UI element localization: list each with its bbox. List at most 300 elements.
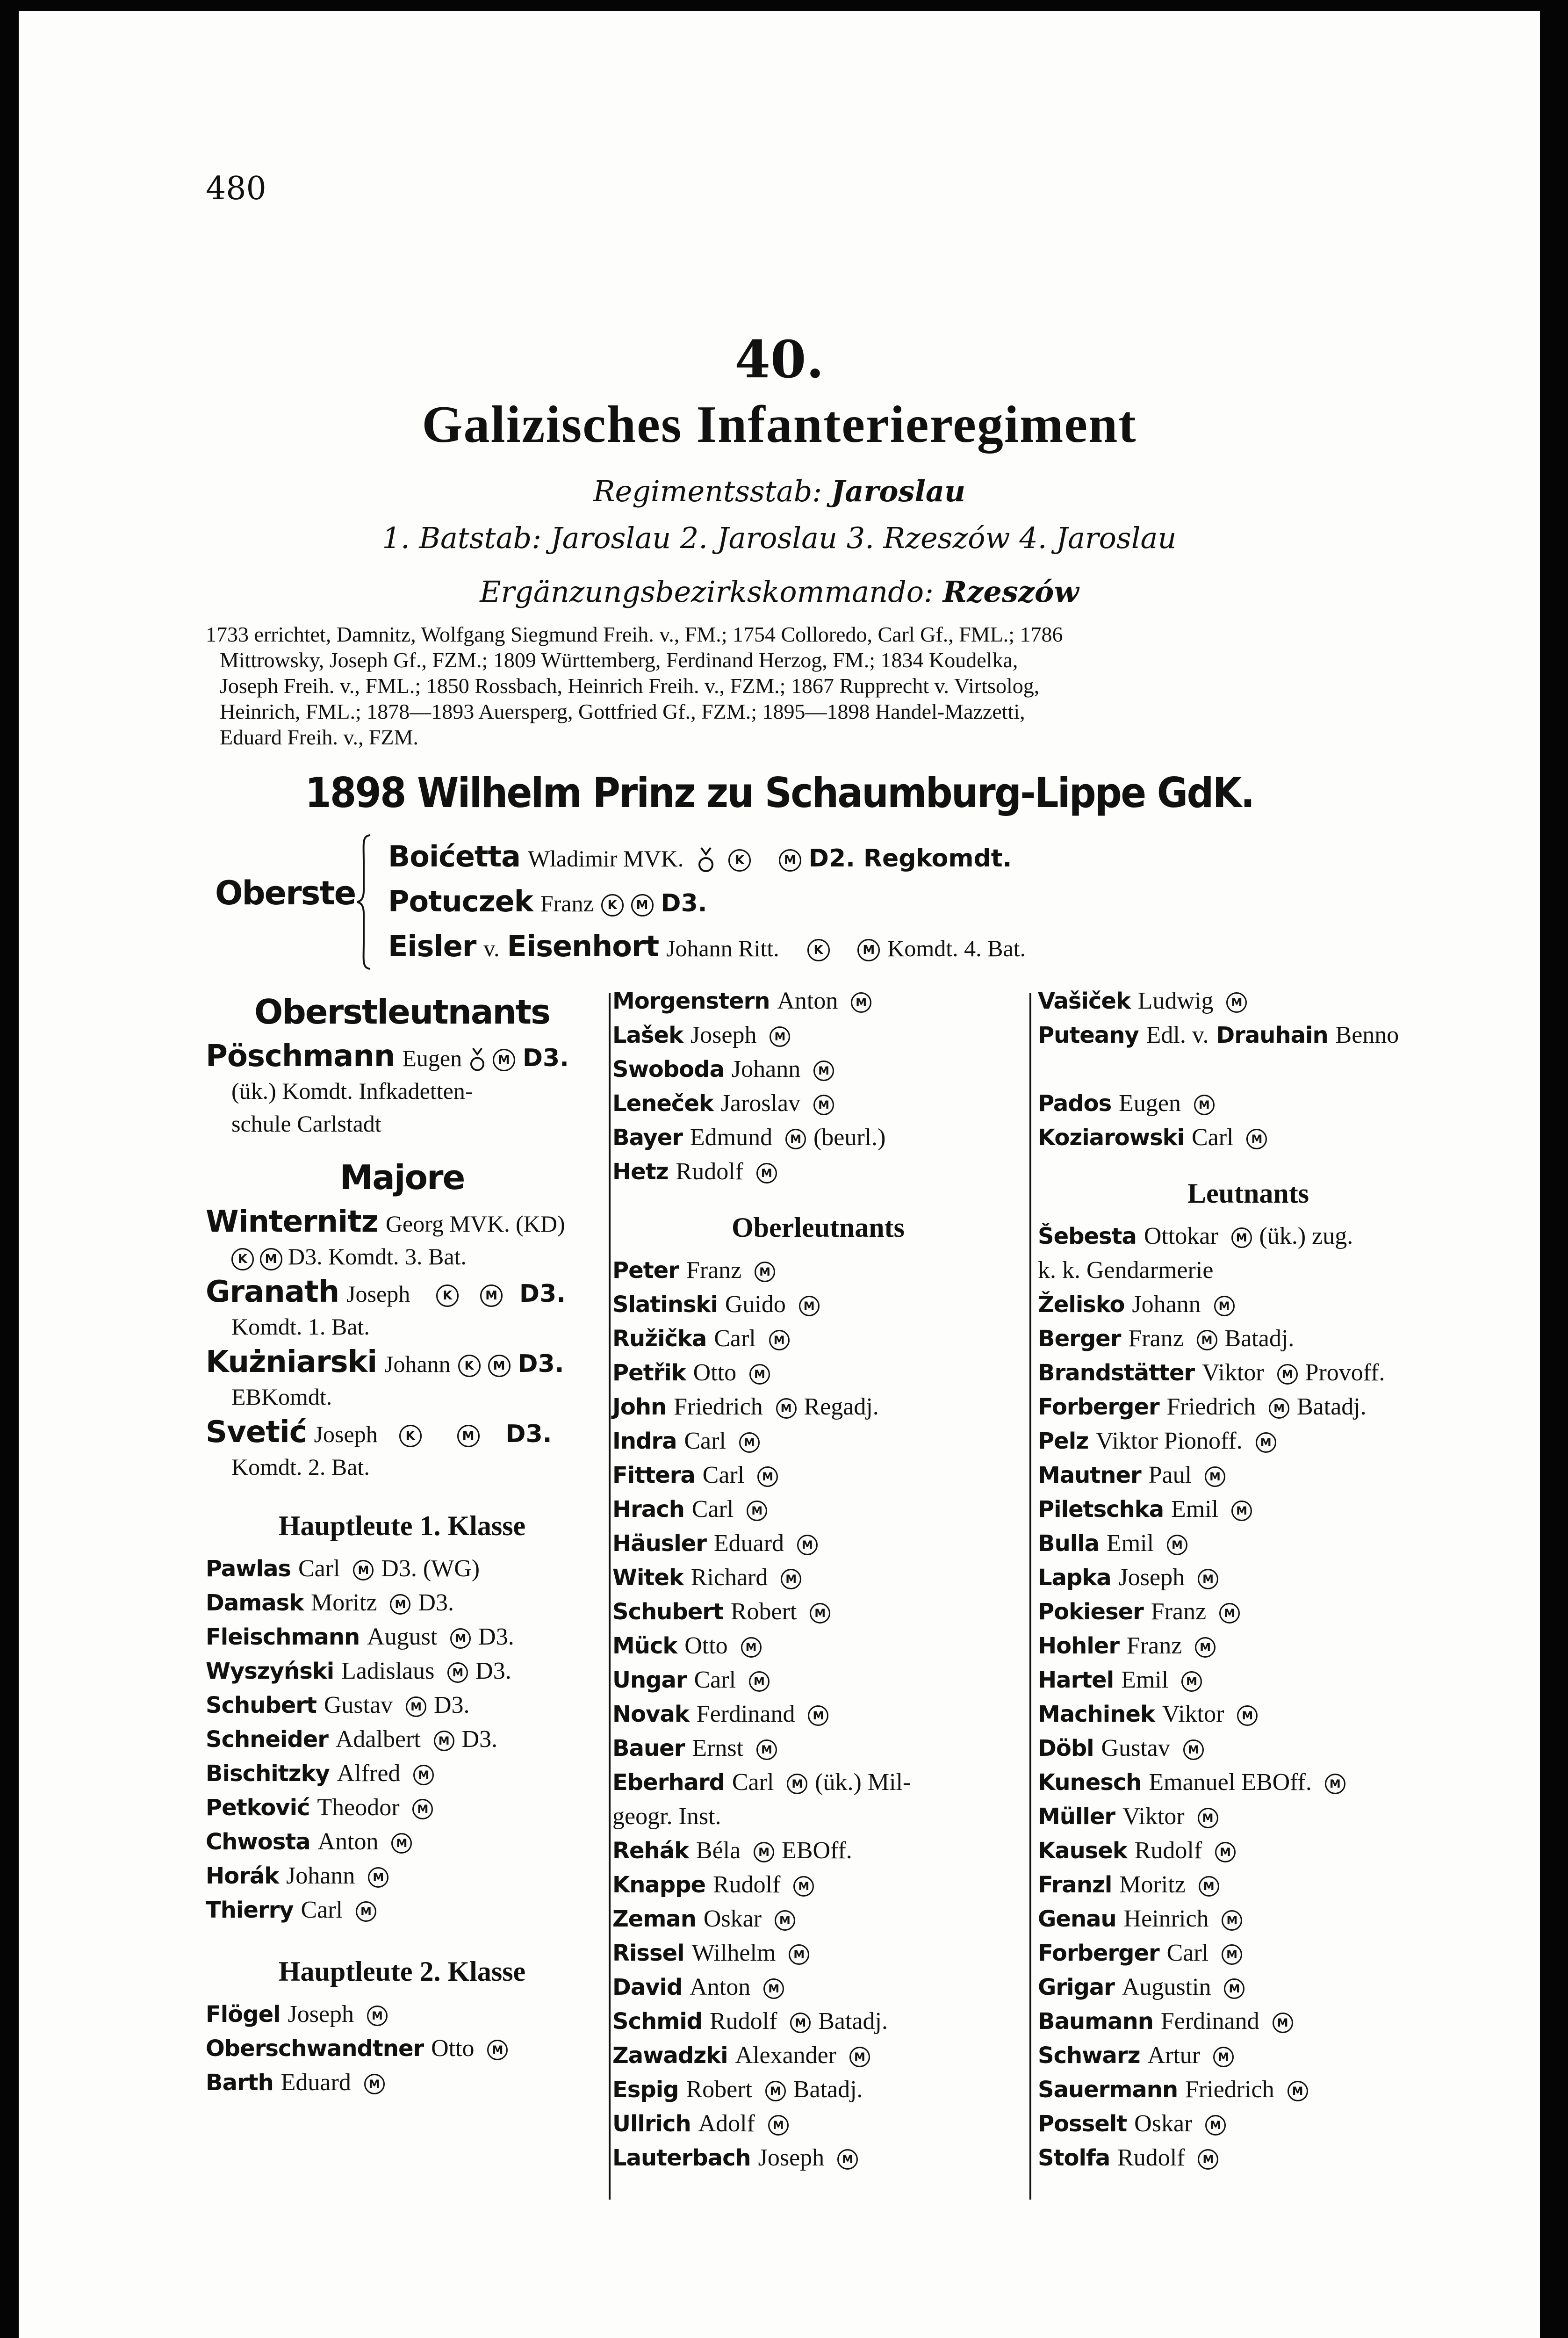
- m-decoration-icon: M: [1215, 1842, 1236, 1862]
- officer-surname: Morgenstern: [612, 988, 770, 1014]
- officer-surname: Kausek: [1038, 1838, 1127, 1864]
- m-decoration-icon: M: [364, 2074, 385, 2094]
- officer-entry: [1038, 1052, 1459, 1086]
- officer-entry: [1038, 1526, 1459, 1560]
- officer-firstname: Ottokar: [1144, 1223, 1218, 1249]
- officer-note: Provoff.: [1305, 1359, 1385, 1386]
- officer-entry: [612, 984, 1024, 1018]
- officer-firstname: Viktor Pionoff.: [1096, 1428, 1243, 1454]
- officer-firstname: Emil: [1106, 1530, 1154, 1557]
- officer-firstname: Rudolf: [1117, 2144, 1185, 2171]
- officer-surname: David: [612, 1974, 683, 2000]
- officer-note: D3.: [519, 1280, 566, 1308]
- officer-firstname: Ferdinand: [696, 1701, 795, 1727]
- officer-entry: [1038, 1219, 1459, 1253]
- officer-surname: Wyszyński: [206, 1658, 334, 1684]
- officer-firstname: Joseph: [758, 2144, 825, 2171]
- officer-firstname: Eduard: [713, 1530, 784, 1557]
- m-decoration-icon: M: [793, 1876, 814, 1897]
- officer-surname: Pados: [1038, 1090, 1112, 1117]
- officer-surname: Schwarz: [1038, 2042, 1140, 2069]
- officer-firstname: Rudolf: [676, 1158, 743, 1185]
- heading-oberstleutnants: Oberstleutnants: [254, 992, 550, 1032]
- m-decoration-icon: M: [790, 2013, 811, 2033]
- brace-icon: [355, 834, 374, 970]
- officer-surname: John: [612, 1394, 667, 1420]
- officer-note: D3. (WG): [381, 1555, 480, 1582]
- m-decoration-icon: M: [487, 2040, 508, 2060]
- officer-prefix: v.: [483, 935, 500, 961]
- officer-note: (ük.) Mil-: [815, 1769, 911, 1796]
- batstab-line: 1. Batstab: Jaroslau 2. Jaroslau 3. Rzeszów 4. Jaroslau: [382, 521, 1177, 555]
- officer-surname: Stolfa: [1038, 2145, 1110, 2171]
- m-decoration-icon: M: [1183, 1739, 1204, 1760]
- m-decoration-icon: M: [781, 1569, 801, 1589]
- officer-surname: Leneček: [612, 1090, 713, 1117]
- officer-surname: Hartel: [1038, 1667, 1114, 1693]
- officer-surname-2: Drauhain: [1216, 1022, 1328, 1048]
- m-decoration-icon: M: [367, 2006, 388, 2026]
- officer-firstname: Franz: [1128, 1325, 1184, 1352]
- officer-firstname: Adalbert: [335, 1726, 421, 1753]
- officer-entry: [1038, 1321, 1459, 1356]
- officer-surname: Bischitzky: [206, 1761, 330, 1787]
- m-decoration-icon: M: [1181, 1671, 1202, 1692]
- officer-note-line: Komdt. 1. Bat.: [231, 1313, 370, 1340]
- officer-surname: Franzl: [1038, 1872, 1112, 1898]
- officer-firstname: Moritz: [311, 1589, 377, 1616]
- officer-entry: [1038, 1560, 1459, 1595]
- officer-firstname: Alfred: [337, 1760, 401, 1787]
- officer-note: D3.: [433, 1692, 470, 1718]
- officer-surname: Eisler: [388, 929, 476, 963]
- officer-firstname: Eduard: [281, 2069, 351, 2096]
- officer-surname: Fleischmann: [206, 1624, 360, 1650]
- officer-entry: [1038, 1970, 1459, 2004]
- m-decoration-icon: M: [769, 1330, 790, 1350]
- officer-entry: [206, 1346, 598, 1413]
- officer-entry: [612, 1526, 1024, 1560]
- m-decoration-icon: M: [749, 1364, 770, 1385]
- officer-firstname: k. k. Gendarmerie: [1038, 1257, 1214, 1284]
- officer-firstname: Viktor: [1122, 1803, 1185, 1830]
- officer-firstname: Oskar: [1134, 2110, 1193, 2137]
- officer-surname: Pokieser: [1038, 1599, 1144, 1625]
- officer-entry: [612, 1052, 1024, 1086]
- officer-note: Komdt. 4. Bat.: [887, 935, 1026, 961]
- officer-entry: [206, 1654, 598, 1688]
- officer-firstname: Jaroslav: [720, 1090, 801, 1117]
- regiment-name: Galizisches Infanterieregiment: [422, 396, 1137, 454]
- officer-firstname: Anton: [317, 1828, 379, 1855]
- m-decoration-icon: M: [434, 1731, 454, 1751]
- officer-entry: [612, 1970, 1024, 2004]
- officer-entry: [1038, 1629, 1459, 1663]
- officer-entry: [1038, 1018, 1459, 1052]
- officer-firstname: Joseph: [346, 1281, 410, 1307]
- leutnants-list: [1038, 1219, 1459, 2175]
- officer-surname: Bulla: [1038, 1530, 1100, 1557]
- m-decoration-icon: M: [808, 1705, 828, 1726]
- officer-surname: Kużniarski: [206, 1345, 377, 1379]
- officer-firstname: Carl: [298, 1555, 340, 1582]
- k-decoration-icon: K: [399, 1425, 422, 1447]
- officer-entry: [1038, 1731, 1459, 1765]
- regiment-inhaber: 1898 Wilhelm Prinz zu Schaumburg-Lippe GdK.: [305, 769, 1254, 817]
- officer-surname: Oberschwandtner: [206, 2035, 424, 2062]
- officer-note-line: (ük.) Komdt. Infkadetten-: [231, 1078, 473, 1104]
- officer-entry: [1038, 1253, 1459, 1287]
- officer-firstname: Carl: [301, 1897, 343, 1923]
- officer-entry: [206, 1859, 598, 1893]
- m-decoration-icon: M: [260, 1248, 282, 1270]
- officer-entry: [1038, 2072, 1459, 2107]
- m-decoration-icon: M: [837, 2149, 858, 2170]
- column-left: [206, 984, 598, 2100]
- m-decoration-icon: M: [631, 894, 654, 916]
- officer-entry: [612, 1120, 1024, 1155]
- officer-surname: Hetz: [612, 1159, 669, 1185]
- officer-surname: Petřik: [612, 1360, 686, 1386]
- officer-surname: Ullrich: [612, 2111, 691, 2137]
- officer-entry: [612, 1155, 1024, 1189]
- officer-entry: [1038, 1287, 1459, 1321]
- officer-firstname: Joseph: [690, 1022, 757, 1048]
- officer-entry: [1038, 1492, 1459, 1526]
- oberst-entry: [388, 924, 1026, 969]
- officer-surname: Hohler: [1038, 1633, 1119, 1659]
- m-decoration-icon: M: [457, 1425, 480, 1447]
- officer-surname: Damask: [206, 1590, 304, 1616]
- oberleutnants-continued-list: [1038, 984, 1459, 1155]
- m-decoration-icon: M: [755, 1262, 775, 1282]
- officer-entry: [612, 2107, 1024, 2141]
- m-decoration-icon: M: [413, 1765, 434, 1785]
- officer-entry: [612, 1492, 1024, 1526]
- officer-note-line: EBKomdt.: [231, 1384, 332, 1410]
- m-decoration-icon: M: [450, 1628, 471, 1649]
- officer-firstname: Emil: [1121, 1667, 1169, 1693]
- m-decoration-icon: M: [406, 1696, 426, 1717]
- officer-firstname: Artur: [1147, 2042, 1201, 2069]
- m-decoration-icon: M: [756, 1739, 777, 1760]
- officer-firstname: Moritz: [1119, 1871, 1186, 1898]
- officer-surname: Piletschka: [1038, 1496, 1164, 1523]
- officer-firstname: Joseph: [1118, 1564, 1185, 1591]
- officer-entry: [206, 2031, 598, 2065]
- officer-firstname: Robert: [730, 1598, 797, 1625]
- officer-surname: Thierry: [206, 1897, 294, 1923]
- officer-note: (beurl.): [813, 1124, 886, 1151]
- officer-firstname: Richard: [690, 1564, 768, 1591]
- officer-entry: [206, 2065, 598, 2100]
- officer-entry: [206, 1620, 598, 1654]
- m-decoration-icon: M: [787, 1774, 807, 1794]
- officer-firstname: Otto: [684, 1632, 728, 1659]
- officer-surname: Pawlas: [206, 1556, 291, 1582]
- officer-surname: Häusler: [612, 1530, 706, 1557]
- history-line: Eduard Freih. v., FZM.: [220, 725, 419, 749]
- officer-firstname: Oskar: [703, 1905, 762, 1932]
- m-decoration-icon: M: [353, 1560, 374, 1580]
- officer-entry: [612, 1560, 1024, 1595]
- officer-entry: [1038, 1390, 1459, 1424]
- m-decoration-icon: M: [447, 1662, 468, 1683]
- officer-entry: [612, 2004, 1024, 2038]
- officer-note: Batadj.: [793, 2076, 863, 2103]
- officer-entry: [1038, 1799, 1459, 1833]
- column-divider: [609, 993, 611, 2200]
- officer-firstname: Friedrich: [674, 1393, 763, 1420]
- officer-surname: Pöschmann: [206, 1039, 395, 1074]
- officer-firstname: Carl: [702, 1462, 745, 1488]
- officer-note-line: Komdt. 2. Bat.: [231, 1454, 370, 1480]
- k-decoration-icon: K: [231, 1248, 254, 1270]
- officer-entry: [612, 1902, 1024, 1936]
- m-decoration-icon: M: [810, 1603, 830, 1624]
- officer-surname: Mautner: [1038, 1462, 1141, 1488]
- officer-firstname: Franz: [540, 890, 594, 916]
- m-decoration-icon: M: [1199, 1876, 1219, 1897]
- officer-surname: Machinek: [1038, 1701, 1155, 1727]
- officer-firstname: Carl: [694, 1667, 736, 1693]
- column-middle: [612, 984, 1024, 2175]
- officer-firstname: Franz: [686, 1257, 742, 1284]
- m-decoration-icon: M: [763, 1978, 784, 1999]
- m-decoration-icon: M: [1222, 1910, 1242, 1931]
- officer-entry: [612, 2141, 1024, 2175]
- officer-entry: [206, 1276, 598, 1343]
- regiment-number: 40.: [734, 329, 824, 390]
- officer-note: D3.: [475, 1658, 511, 1684]
- officer-firstname: Anton: [690, 1974, 751, 2000]
- m-decoration-icon: M: [765, 2081, 786, 2101]
- officer-firstname: Heinrich: [1123, 1905, 1209, 1932]
- m-decoration-icon: M: [776, 1398, 797, 1419]
- officer-firstname: Rudolf: [709, 2008, 777, 2035]
- m-decoration-icon: M: [857, 939, 880, 961]
- medal-icon: [469, 1045, 485, 1072]
- m-decoration-icon: M: [1213, 2047, 1234, 2067]
- officer-surname: Brandstätter: [1038, 1360, 1195, 1386]
- officer-note: Batadj.: [1224, 1325, 1295, 1352]
- officer-surname: Bayer: [612, 1125, 683, 1151]
- m-decoration-icon: M: [412, 1799, 433, 1819]
- officer-firstname: Edl. v.: [1146, 1022, 1209, 1048]
- oberste-list: [388, 834, 1026, 969]
- hauptleute-1-list: [206, 1551, 598, 1927]
- stab-place: Jaroslau: [831, 474, 966, 508]
- officer-surname: Bauer: [612, 1735, 685, 1761]
- officer-firstname: Gustav: [1101, 1735, 1170, 1761]
- m-decoration-icon: M: [1224, 1978, 1244, 1999]
- officer-entry: [612, 2072, 1024, 2107]
- history-line: Joseph Freih. v., FML.; 1850 Rossbach, Heinrich Freih. v., FZM.; 1867 Rupprecht v. Virtsolog,: [220, 674, 1040, 698]
- officer-surname: Petković: [206, 1795, 310, 1821]
- hauptleute-2-list: [206, 1997, 598, 2100]
- m-decoration-icon: M: [799, 1296, 820, 1316]
- m-decoration-icon: M: [1198, 1808, 1218, 1828]
- officer-entry: [612, 1765, 1024, 1799]
- officer-entry: [612, 1833, 1024, 1868]
- officer-entry: [612, 1868, 1024, 1902]
- officer-surname: Winternitz: [206, 1205, 378, 1239]
- officer-surname-2: Eisenhort: [507, 929, 659, 963]
- m-decoration-icon: M: [813, 1095, 834, 1115]
- stab-label: Regimentsstab:: [593, 474, 822, 508]
- officer-surname: Barth: [206, 2070, 273, 2096]
- officer-entry: [612, 1390, 1024, 1424]
- m-decoration-icon: M: [741, 1637, 762, 1658]
- ergaenzung-line: [19, 575, 1540, 609]
- officer-entry: [1038, 2038, 1459, 2072]
- officer-entry: [612, 1458, 1024, 1492]
- officer-entry: [1038, 1765, 1459, 1799]
- officer-surname: Forberger: [1038, 1394, 1159, 1420]
- officer-firstname: Franz: [1126, 1632, 1182, 1659]
- officer-note: Batadj.: [818, 2008, 888, 2035]
- m-decoration-icon: M: [1256, 1432, 1276, 1453]
- m-decoration-icon: M: [1287, 2081, 1308, 2101]
- officer-note: D2. Regkomdt.: [808, 844, 1012, 873]
- k-decoration-icon: K: [601, 894, 624, 916]
- officer-note: Batadj.: [1297, 1393, 1367, 1420]
- officer-firstname: Carl: [1191, 1124, 1234, 1151]
- history-line: Mittrowsky, Joseph Gf., FZM.; 1809 Württemberg, Ferdinand Herzog, FM.; 1834 Koudelka,: [220, 648, 1018, 672]
- officer-surname: Puteany: [1038, 1022, 1139, 1048]
- officer-surname: Peter: [612, 1257, 679, 1284]
- m-decoration-icon: M: [747, 1501, 767, 1521]
- m-decoration-icon: M: [1222, 1944, 1242, 1965]
- officer-firstname: Johann: [286, 1862, 355, 1889]
- officer-surname: Berger: [1038, 1326, 1121, 1352]
- oberleutnants-list: [612, 1253, 1024, 2175]
- officer-entry: [206, 1722, 598, 1756]
- officer-entry: [612, 1731, 1024, 1765]
- m-decoration-icon: M: [789, 1944, 809, 1965]
- m-decoration-icon: M: [813, 1061, 834, 1081]
- officer-surname: Espig: [612, 2077, 679, 2103]
- officer-surname: Mück: [612, 1633, 677, 1659]
- officer-entry: [612, 2038, 1024, 2072]
- regimentsstab-line: [19, 474, 1540, 508]
- officer-entry: [612, 1595, 1024, 1629]
- m-decoration-icon: M: [1277, 1364, 1298, 1385]
- officer-entry: [206, 1790, 598, 1825]
- m-decoration-icon: M: [356, 1901, 376, 1922]
- officer-firstname: Georg MVK. (KD): [385, 1211, 565, 1237]
- column-divider: [1029, 993, 1031, 2200]
- officer-surname: Lapka: [1038, 1565, 1111, 1591]
- m-decoration-icon: M: [480, 1284, 503, 1307]
- m-decoration-icon: M: [797, 1535, 818, 1555]
- history-line: Heinrich, FML.; 1878—1893 Auersperg, Gottfried Gf., FZM.; 1895—1898 Handel-Mazzetti,: [220, 700, 1025, 723]
- officer-entry: [1038, 2004, 1459, 2038]
- m-decoration-icon: M: [1231, 1501, 1252, 1521]
- k-decoration-icon: K: [728, 849, 751, 872]
- m-decoration-icon: M: [1273, 2013, 1293, 2033]
- officer-surname: Svetić: [206, 1415, 307, 1450]
- history-line: 1733 errichtet, Damnitz, Wolfgang Siegmund Freih. v., FM.; 1754 Colloredo, Carl Gf., FML.; 1786: [206, 622, 1063, 646]
- officer-surname: Ružička: [612, 1326, 707, 1352]
- m-decoration-icon: M: [785, 1129, 806, 1149]
- officer-firstname: August: [367, 1624, 438, 1650]
- officer-entry: [1038, 1697, 1459, 1731]
- officer-firstname: Ludwig: [1137, 988, 1214, 1014]
- officer-entry: [1038, 984, 1459, 1018]
- regiment-history: [206, 621, 1393, 750]
- officer-firstname: Ferdinand: [1160, 2008, 1259, 2035]
- oberst-entry: [388, 834, 1026, 879]
- officer-firstname: Eugen: [1119, 1090, 1181, 1117]
- officer-surname: Želisko: [1038, 1292, 1125, 1318]
- officer-firstname: Johann: [1132, 1291, 1201, 1318]
- heading-hauptleute-2: Hauptleute 2. Klasse: [278, 1956, 526, 1987]
- officer-note: D3.: [418, 1589, 454, 1616]
- m-decoration-icon: M: [390, 1594, 410, 1615]
- m-decoration-icon: M: [1246, 1129, 1267, 1149]
- officer-entry: [612, 1321, 1024, 1356]
- officer-firstname: Carl: [684, 1428, 726, 1454]
- officer-surname: Schneider: [206, 1726, 328, 1753]
- officer-entry: [1038, 1458, 1459, 1492]
- officer-entry: [1038, 1120, 1459, 1155]
- officer-entry: [612, 1629, 1024, 1663]
- officer-firstname: Alexander: [735, 2042, 837, 2069]
- officer-surname: Schmid: [612, 2008, 703, 2035]
- officer-entry: [1038, 1595, 1459, 1629]
- officer-firstname: Béla: [696, 1837, 741, 1864]
- m-decoration-icon: M: [1231, 1227, 1252, 1248]
- officer-surname: Flögel: [206, 2001, 281, 2028]
- page-number: 480: [206, 170, 266, 207]
- officer-surname: Witek: [612, 1565, 683, 1591]
- officer-surname: Eberhard: [612, 1769, 725, 1796]
- officer-entry: [1038, 2107, 1459, 2141]
- k-decoration-icon: K: [807, 939, 830, 961]
- officer-entry: [612, 1253, 1024, 1287]
- officer-firstname: Guido: [725, 1291, 786, 1318]
- officer-firstname: Gustav: [324, 1692, 393, 1718]
- officer-surname: Chwosta: [206, 1829, 310, 1855]
- m-decoration-icon: M: [1198, 2149, 1218, 2170]
- officer-surname: Forberger: [1038, 1940, 1159, 1966]
- officer-firstname: Carl: [714, 1325, 756, 1352]
- m-decoration-icon: M: [779, 849, 801, 872]
- officer-surname: Vašiček: [1038, 988, 1130, 1014]
- officer-entry: [1038, 1424, 1459, 1458]
- m-decoration-icon: M: [757, 1466, 778, 1487]
- officer-surname: Müller: [1038, 1804, 1115, 1830]
- officer-entry: [1038, 2141, 1459, 2175]
- k-decoration-icon: K: [458, 1355, 481, 1377]
- officer-surname: Novak: [612, 1701, 689, 1727]
- heading-oberleutnants: Oberleutnants: [731, 1212, 905, 1243]
- officer-firstname: Adolf: [698, 2110, 755, 2137]
- m-decoration-icon: M: [391, 1833, 412, 1854]
- oberst-entry: [388, 879, 1026, 924]
- officer-entry: [612, 1697, 1024, 1731]
- officer-firstname: Otto: [431, 2035, 475, 2062]
- officer-firstname: Joseph: [288, 2001, 354, 2028]
- officer-firstname: Viktor: [1162, 1701, 1224, 1727]
- officer-firstname: Anton: [777, 988, 838, 1014]
- officer-firstname: Augustin: [1122, 1974, 1211, 2000]
- heading-hauptleute-1: Hauptleute 1. Klasse: [278, 1510, 526, 1541]
- officer-surname: Lauterbach: [612, 2145, 751, 2171]
- column-right: [1038, 984, 1459, 2175]
- officer-firstname: Wladimir MVK.: [527, 845, 684, 872]
